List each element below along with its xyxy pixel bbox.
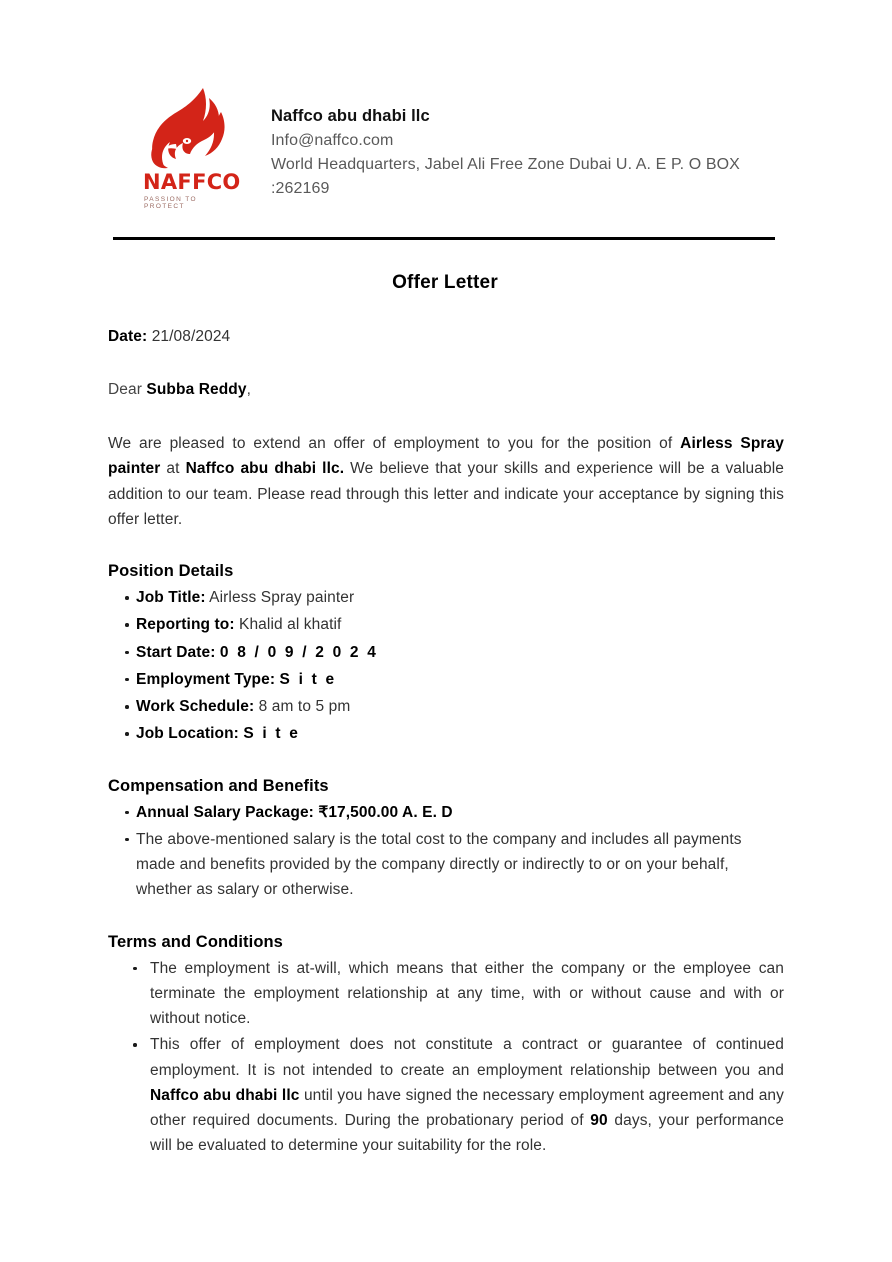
list-item xyxy=(108,800,784,825)
recipient-name: Subba Reddy xyxy=(146,381,247,398)
list-item xyxy=(108,956,784,1032)
intro-part-2: at xyxy=(166,460,180,478)
list-item xyxy=(108,694,784,719)
section-heading-terms: Terms and Conditions xyxy=(108,932,283,951)
terms-list xyxy=(108,956,784,1159)
letter-body xyxy=(108,272,784,1160)
position-details-list xyxy=(108,585,784,747)
letter-date xyxy=(108,328,784,346)
section-heading-compensation: Compensation and Benefits xyxy=(108,776,329,795)
company-address-line-2: :262169 xyxy=(271,179,330,197)
item-label: Job Location: xyxy=(136,725,239,743)
terms-item-1: The employment is at-will, which means that either the company or the employee can terminate the employment relationship at any time, with or without cause and with or without notice. xyxy=(150,959,784,1027)
company-name: Naffco abu dhabi llc xyxy=(271,107,430,125)
terms-item-2-part-1: This offer of employment does not constitute a contract or guarantee of continued employment. It is not intended to create an employment relationship between you and xyxy=(150,1036,784,1079)
item-label: Start Date: xyxy=(136,643,216,661)
list-item xyxy=(108,721,784,746)
list-item xyxy=(108,585,784,610)
section-heading-position-details: Position Details xyxy=(108,562,234,580)
item-value: 0 8 / 0 9 / 2 0 2 4 xyxy=(219,643,379,661)
intro-position: Airless Spray painter xyxy=(108,435,784,478)
list-item xyxy=(108,827,784,903)
item-label: Job Title: xyxy=(136,589,206,606)
logo-wordmark: NAFFCO xyxy=(143,170,241,194)
intro-part-1: We are pleased to extend an offer of employment to you for the position of xyxy=(108,435,673,452)
compensation-list xyxy=(108,800,784,903)
item-value: S i t e xyxy=(243,725,301,743)
list-item xyxy=(108,667,784,692)
letterhead xyxy=(113,84,783,210)
date-label: Date: xyxy=(108,328,148,345)
item-label: Reporting to: xyxy=(136,616,235,634)
naffco-falcon-flame-icon xyxy=(143,86,235,170)
terms-item-2-part-2: until you have signed the necessary employment agreement and any other required documents. During the probationary period of xyxy=(150,1086,784,1129)
page-title: Offer Letter xyxy=(392,272,498,293)
salary-value: ₹17,500.00 A. E. D xyxy=(318,803,453,821)
company-contact-block xyxy=(231,84,783,201)
terms-item-2-days: 90 xyxy=(590,1112,608,1129)
logo-tagline: PASSION TO PROTECT xyxy=(144,196,198,210)
salutation xyxy=(108,381,784,399)
item-value: Airless Spray painter xyxy=(209,589,355,606)
intro-part-3: We believe that your skills and experience will be a valuable addition to our team. Please read through this letter and indicate your acceptance by signing this offer letter. xyxy=(108,460,784,528)
terms-item-2-company: Naffco abu dhabi llc xyxy=(150,1086,300,1104)
item-value: Khalid al khatif xyxy=(239,616,342,634)
salutation-suffix: , xyxy=(246,381,251,398)
company-address-line-1: World Headquarters, Jabel Ali Free Zone Dubai U. A. E P. O BOX xyxy=(271,155,740,173)
header-divider xyxy=(113,237,775,240)
item-value: S i t e xyxy=(279,670,337,688)
intro-company: Naffco abu dhabi llc. xyxy=(185,460,345,478)
company-email: Info@naffco.com xyxy=(271,131,394,149)
item-value: 8 am to 5 pm xyxy=(258,698,351,715)
item-label: Work Schedule: xyxy=(136,698,255,715)
list-item xyxy=(108,612,784,637)
salary-note: The above-mentioned salary is the total cost to the company and includes all payments made and benefits provided by the company directly or indirectly to or on your behalf, whether as salary or otherwise. xyxy=(136,830,742,899)
intro-paragraph xyxy=(108,431,784,532)
salary-label: Annual Salary Package: xyxy=(136,803,314,821)
item-label: Employment Type: xyxy=(136,670,276,688)
company-logo xyxy=(113,84,241,210)
list-item xyxy=(108,1032,784,1158)
date-value: 21/08/2024 xyxy=(151,328,231,345)
list-item xyxy=(108,640,784,665)
terms-item-2-part-3: days, your performance will be evaluated to determine your suitability for the role. xyxy=(150,1112,784,1155)
salutation-prefix: Dear xyxy=(108,381,142,398)
